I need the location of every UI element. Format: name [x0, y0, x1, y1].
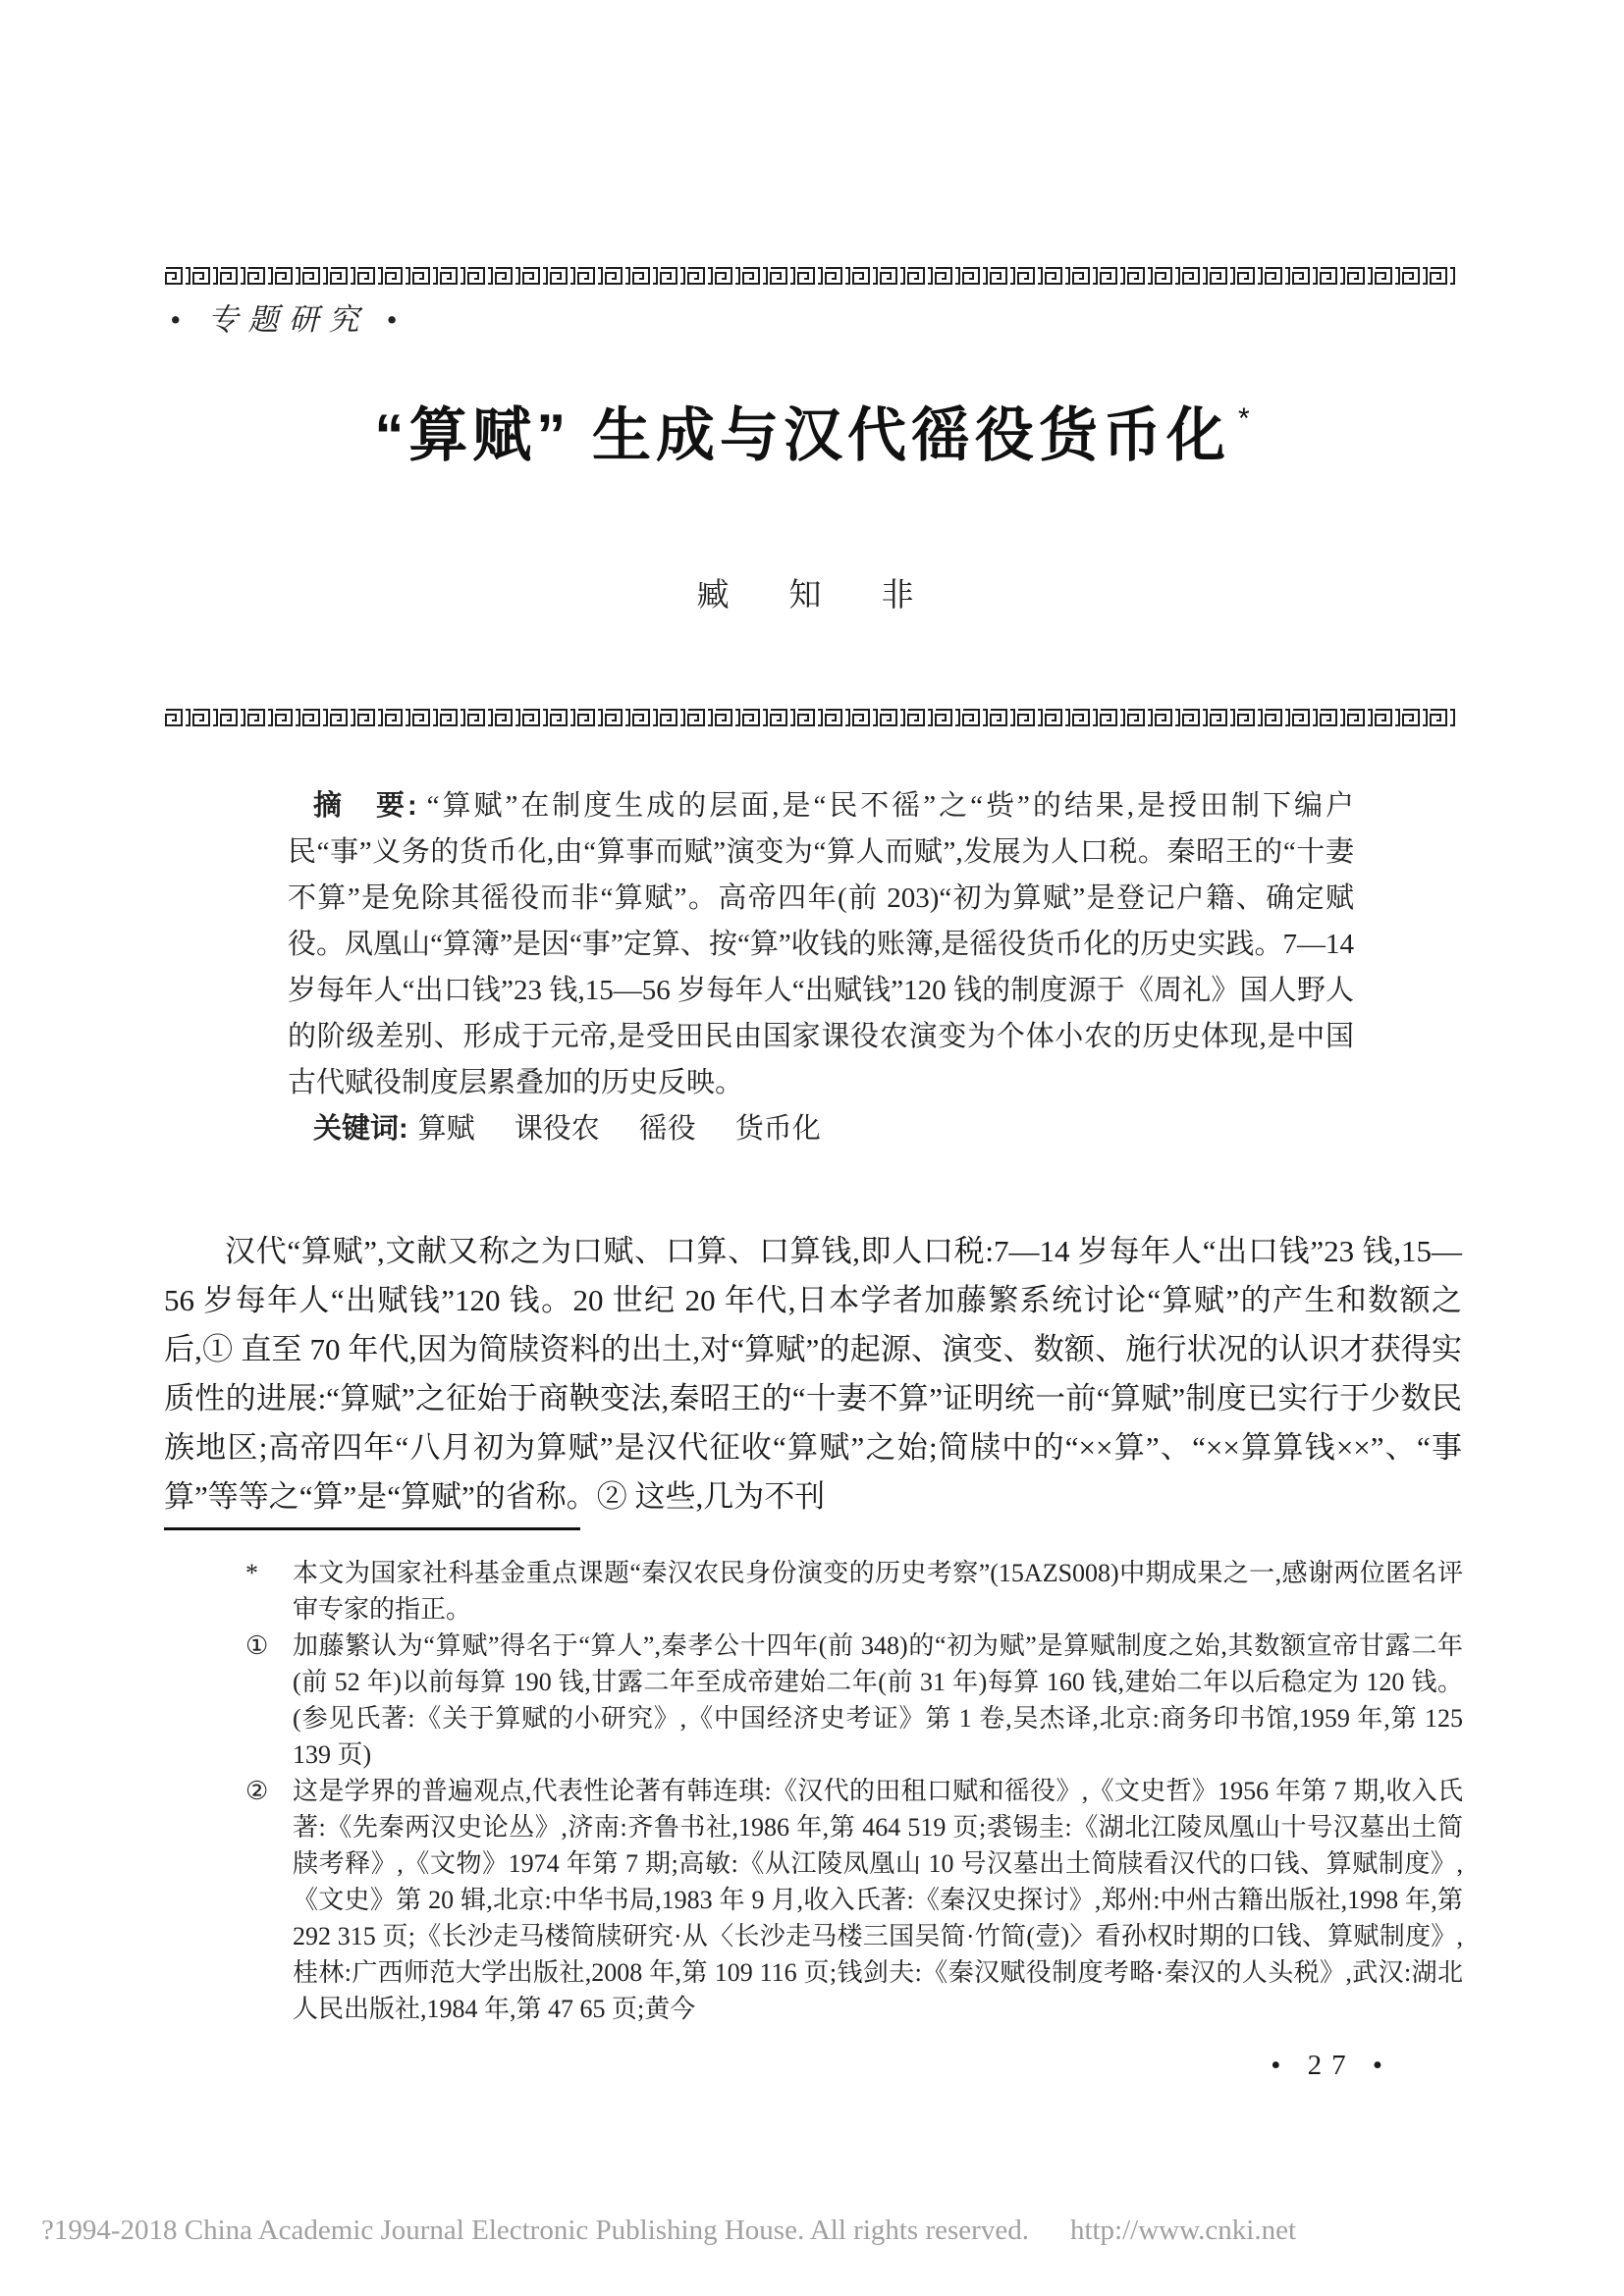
keywords-line — [288, 1106, 1354, 1152]
footnote-marker: ① — [245, 1631, 269, 1660]
footnote-text: 这是学界的普遍观点,代表性论著有韩连琪:《汉代的田租口赋和徭役》,《文史哲》1956 年第 7 期,收入氏著:《先秦两汉史论丛》,济南:齐鲁书社,1986 年,第 464 519 页;裘锡圭:《湖北江陵凤凰山十号汉墓出土简牍考释》,《文物》1974 年第 7 期;高敏:《从江陵凤凰山 10 号汉墓出土简牍看汉代的口钱、算赋制度》,《文史》第 20 辑,北京:中华书局,1983 年 9 月,收入氏著:《秦汉史探讨》,郑州:中州古籍出版社,1998 年,第 292 315 页;《长沙走马楼简牍研究·从〈长沙走马楼三国吴简·竹简(壹)〉看孙权时期的口钱、算赋制度》,桂林:广西师范大学出版社,2008 年,第 109 116 页;钱剑夫:《秦汉赋役制度考略·秦汉的人头税》,武汉:湖北人民出版社,1984 年,第 47 65 页;黄今 — [293, 1777, 1464, 2023]
abstract-label: 摘 要: — [313, 790, 417, 822]
keywords-label: 关键词: — [313, 1113, 408, 1145]
footer-copyright-text: ?1994-2018 China Academic Journal Electronic Publishing House. All rights reserved. — [41, 2215, 1029, 2246]
footer-url: http://www.cnki.net — [1069, 2215, 1297, 2246]
title-footnote-marker: * — [1237, 402, 1250, 435]
footnote-marker: * — [245, 1559, 258, 1587]
footnote-item — [245, 1628, 1463, 1773]
keyword-item: 货币化 — [734, 1113, 821, 1145]
article-title-text: “算赋” 生成与汉代徭役货币化 — [374, 402, 1230, 468]
section-label: • 专题研究 • — [170, 302, 407, 337]
keyword-item: 算赋 — [417, 1113, 475, 1145]
keyword-item: 课役农 — [514, 1113, 600, 1145]
footnote-item — [245, 1555, 1463, 1628]
footnote-divider — [164, 1527, 580, 1530]
footnote-text: 加藤繁认为“算赋”得名于“算人”,秦孝公十四年(前 348)的“初为赋”是算赋制度之始,其数额宣帝甘露二年(前 52 年)以前每算 190 钱,甘露二年至成帝建始二年(前 31 年)每算 160 钱,建始二年以后稳定为 120 钱。(参见氏著:《关于算赋的小研究》,《中国经济史考证》第 1 卷,吴杰译,北京:商务印书馆,1959 年,第 125 139 页) — [293, 1631, 1463, 1769]
abstract-paragraph — [288, 783, 1354, 1106]
abstract-text: “算赋”在制度生成的层面,是“民不徭”之“赀”的结果,是授田制下编户民“事”义务的货币化,由“算事而赋”演变为“算人而赋”,发展为人口税。秦昭王的“十妻不算”是免除其徭役而非“算赋”。高帝四年(前 203)“初为算赋”是登记户籍、确定赋役。凤凰山“算簿”是因“事”定算、按“算”收钱的账簿,是徭役货币化的历史实践。7—14 岁每年人“出口钱”23 钱,15—56 岁每年人“出赋钱”120 钱的制度源于《周礼》国人野人的阶级差别、形成于元帝,是受田民由国家课役农演变为个体小农的历史体现,是中国古代赋役制度层累叠加的历史反映。 — [288, 790, 1354, 1098]
keyword-item: 徭役 — [638, 1113, 696, 1145]
meander-border-middle — [164, 705, 1462, 730]
footnote-marker: ② — [245, 1777, 269, 1805]
body-paragraph: 汉代“算赋”,文献又称之为口赋、口算、口算钱,即人口税:7—14 岁每年人“出口钱”23 钱,15—56 岁每年人“出赋钱”120 钱。20 世纪 20 年代,日本学者加藤繁系统讨论“算赋”的产生和数额之后,① 直至 70 年代,因为简牍资料的出土,对“算赋”的起源、演变、数额、施行状况的认识才获得实质性的进展:“算赋”之征始于商鞅变法,秦昭王的“十妻不算”证明统一前“算赋”制度已实行于少数民族地区;高帝四年“八月初为算赋”是汉代征收“算赋”之始;简牍中的“××算”、“××算算钱××”、“事算”等等之“算”是“算赋”的省称。② 这些,几为不刊 — [164, 1234, 1462, 1514]
footnote-list — [245, 1555, 1463, 2027]
footnote-item — [245, 1773, 1463, 2027]
main-text-block — [164, 1227, 1462, 1522]
meander-border-top — [164, 263, 1462, 289]
footnote-text: 本文为国家社科基金重点课题“秦汉农民身份演变的历史考察”(15AZS008)中期成果之一,感谢两位匿名评审专家的指正。 — [293, 1559, 1463, 1624]
page-number: • 27 • — [1271, 2050, 1392, 2081]
article-title — [0, 389, 1624, 473]
copyright-footer — [41, 2215, 1593, 2247]
author-name: 臧 知 非 — [696, 578, 928, 614]
abstract-block — [288, 783, 1354, 1152]
